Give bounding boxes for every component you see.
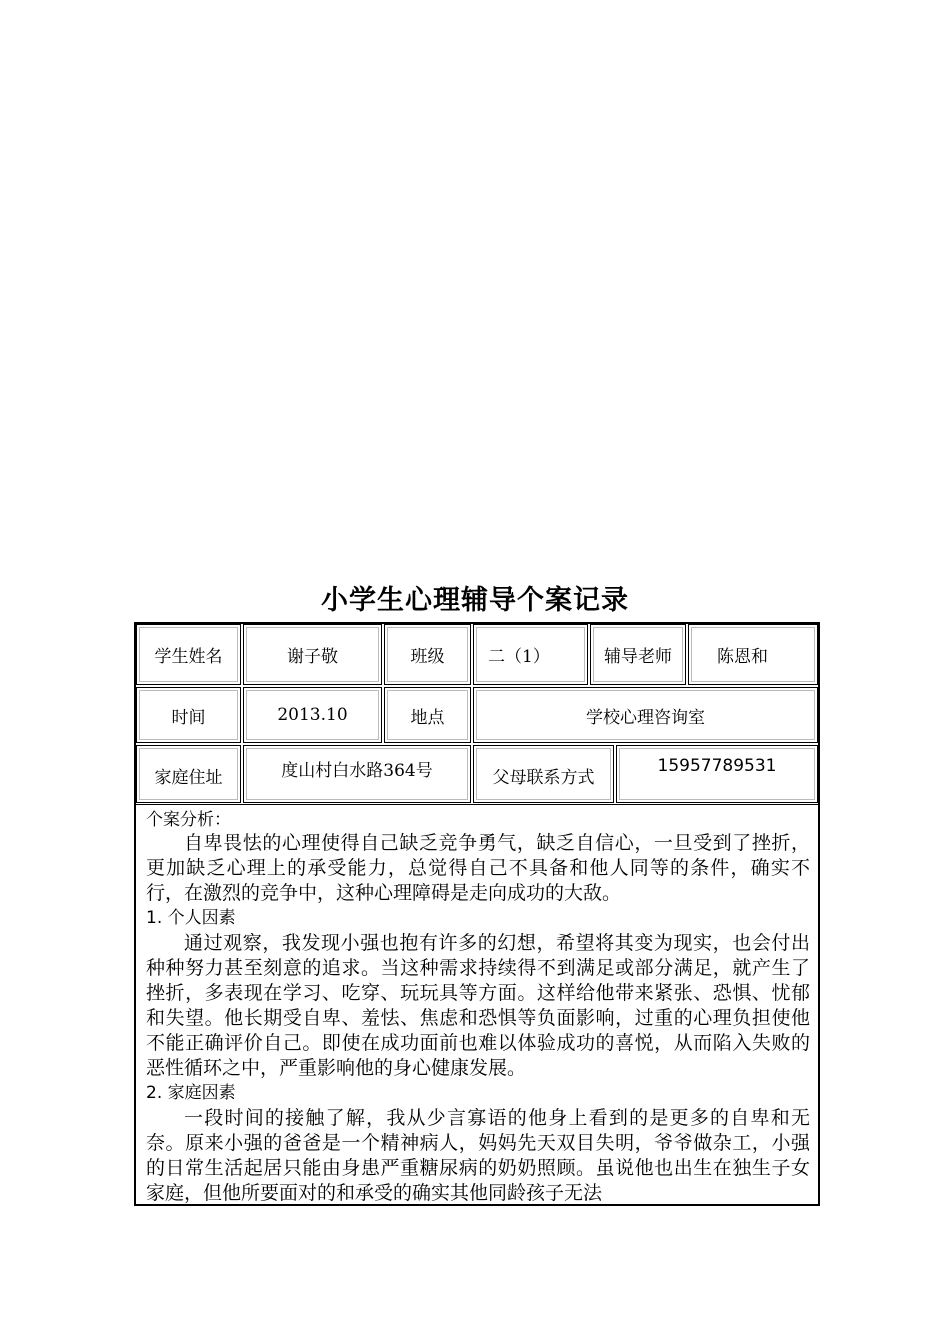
teacher-label: 辅导老师 — [590, 624, 686, 685]
place-value: 学校心理咨询室 — [473, 687, 818, 743]
teacher-value: 陈恩和 — [688, 624, 818, 685]
time-value: 2013.10 — [243, 687, 382, 743]
section1-text: 通过观察，我发现小强也抱有许多的幻想，希望将其变为现实，也会付出种种努力甚至刻意的追求。当这种需求持续得不到满足或部分满足，就产生了挫折，多表现在学习、吃穿、玩玩具等方面。这样给他带来紧张、恐惧、忧郁和失望。他长期受自卑、羞怯、焦虑和恐惧等负面影响，过重的心理负担使他不能正确评价自己。即使在成功面前也难以体验成功的喜悦，从而陷入失败的恶性循环之中，严重影响他的身心健康发展。 — [146, 932, 810, 1079]
place-label: 地点 — [384, 687, 471, 743]
student-name-label: 学生姓名 — [136, 624, 241, 685]
section2-text: 一段时间的接触了解，我从少言寡语的他身上看到的是更多的自卑和无奈。原来小强的爸爸是一个精神病人，妈妈先天双目失明，爷爷做杂工，小强的日常生活起居只能由身患严重糖尿病的奶奶照顾。虽说他也出生在独生子女家庭，但他所要面对的和承受的确实其他同龄孩子无法 — [146, 1107, 810, 1204]
case-analysis-section — [136, 804, 818, 1204]
analysis-heading: 个案分析： — [146, 810, 231, 830]
address-label: 家庭住址 — [136, 745, 241, 803]
address-value: 度山村白水路364号 — [243, 745, 471, 803]
contact-value: 15957789531 — [616, 745, 818, 803]
section2-title: 2. 家庭因素 — [146, 1083, 236, 1103]
time-label: 时间 — [136, 687, 241, 743]
analysis-intro: 自卑畏怯的心理使得自己缺乏竞争勇气，缺乏自信心，一旦受到了挫折，更加缺乏心理上的承受能力，总觉得自己不具备和他人同等的条件，确实不行，在激烈的竞争中，这种心理障碍是走向成功的大敌。 — [146, 832, 810, 904]
contact-label: 父母联系方式 — [473, 745, 614, 803]
section1-title: 1. 个人因素 — [146, 908, 236, 928]
class-value: 二（1） — [473, 624, 588, 685]
class-label: 班级 — [384, 624, 471, 685]
student-name-value: 谢子敬 — [243, 624, 382, 685]
document-title: 小学生心理辅导个案记录 — [321, 585, 629, 616]
